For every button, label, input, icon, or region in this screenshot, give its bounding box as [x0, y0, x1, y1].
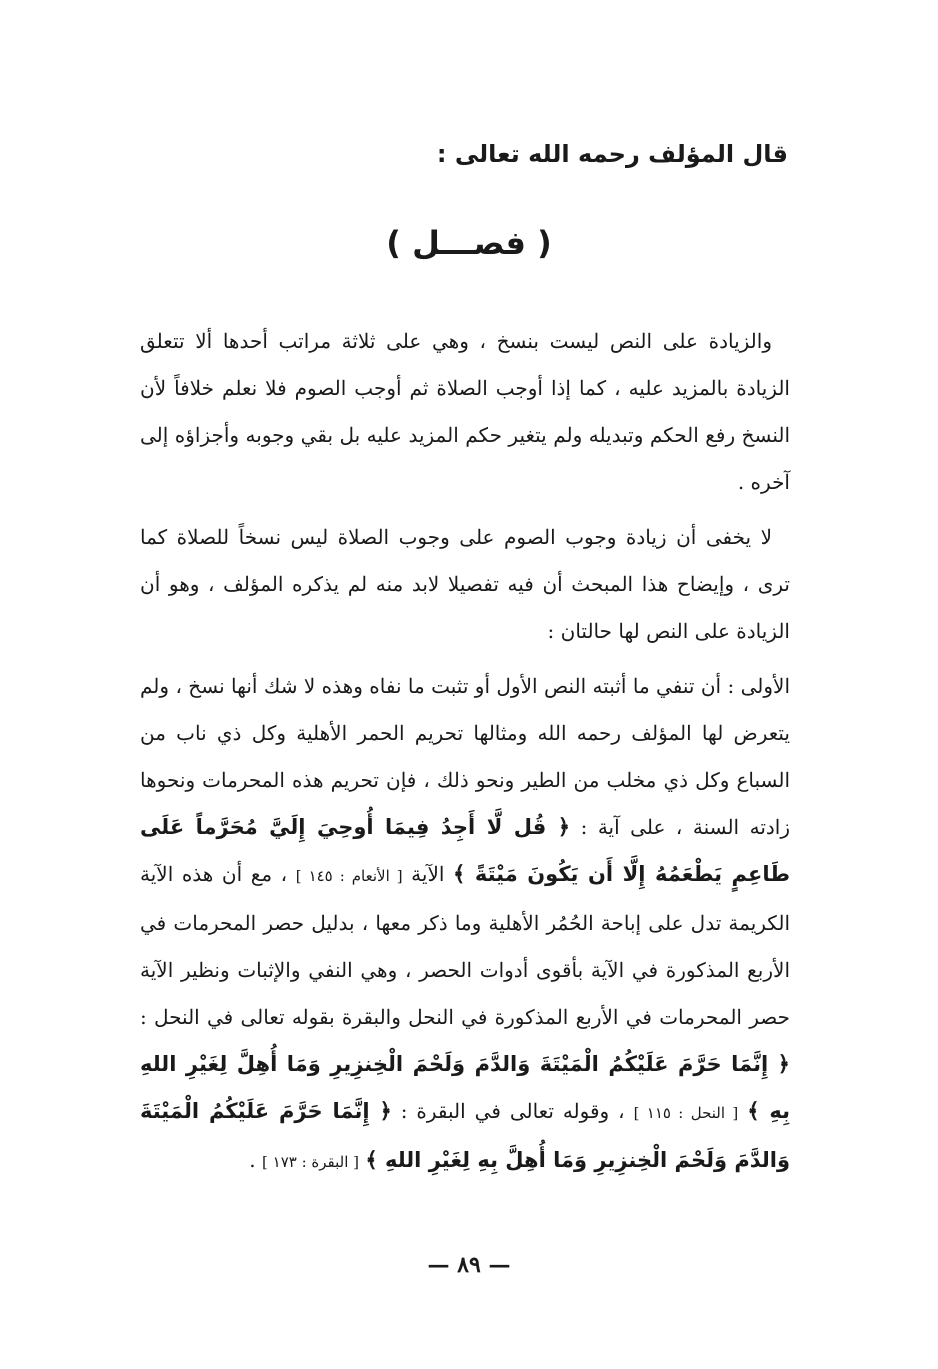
text-run: الآية: [411, 862, 445, 886]
verse-reference: [ النحل : ١١٥ ]: [633, 1104, 739, 1122]
quran-verse: ﴿ إِنَّمَا حَرَّمَ عَلَيْكُمُ الْمَيْتَةَ وَالدَّمَ وَلَحْمَ الْخِنزِيرِ وَمَا أُهِلَّ بِهِ لِغَيْرِ اللهِ ﴾: [140, 1099, 790, 1172]
paragraph-2: لا يخفى أن زيادة وجوب الصوم على وجوب الصلاة ليس نسخاً للصلاة كما ترى ، وإيضاح هذا المبحث أن فيه تفصيلا لابد منه لم يذكره المؤلف ، وهو أن الزيادة على النص لها حالتان :: [140, 525, 790, 643]
paragraph-1: والزيادة على النص ليست بنسخ ، وهي على ثلاثة مراتب أحدها ألا تتعلق الزيادة بالمزيد عليه ، كما إذا أوجب الصلاة ثم أوجب الصوم فلا نعلم خلافاً لأن النسخ رفع الحكم وتبديله ولم يتغير حكم المزيد عليه بل بقي وجوبه وأجزاؤه إلى آخره .: [140, 329, 790, 494]
verse-reference: [ البقرة : ١٧٣ ]: [262, 1153, 360, 1171]
quran-verse: ﴿ قُل لَّا أَجِدُ فِيمَا أُوحِيَ إِلَيَّ مُحَرَّماً عَلَى طَاعِمٍ يَطْعَمُهُ إِلَّا أَن يَكُونَ مَيْتَةً ﴾: [140, 815, 791, 886]
paragraph-3: [140, 663, 790, 1186]
body-text: [140, 318, 790, 1194]
text-run: .: [249, 1148, 256, 1172]
text-run: ، مع أن هذه الآية الكريمة تدل على إباحة الحُمُر الأهلية وما ذكر معها ، بدليل حصر المحرمات في الأربع المذكورة في الآية بأقوى أدوات الحصر ، وهي النفي والإثبات ونظير الآية حصر المحرمات في الأربع المذكورة في النحل والبقرة بقوله تعالى في النحل :: [140, 862, 790, 1029]
page-number: — ٨٩ —: [427, 1252, 511, 1278]
author-heading: قال المؤلف رحمه الله تعالى :: [436, 140, 788, 168]
text-run: ، وقوله تعالى في البقرة :: [400, 1099, 625, 1123]
text-run: الأولى : أن تنفي ما أثبته النص الأول أو تثبت ما نفاه وهذه لا شك أنها نسخ ، ولم يتعرض لها المؤلف رحمه الله ومثالها تحريم الحمر الأهلية وكل ذي ناب من السباع وكل ذي مخلب من الطير ونحو ذلك ، فإن تحريم هذه المحرمات ونحوها زادته السنة ، على آية :: [140, 674, 791, 839]
verse-reference: [ الأنعام : ١٤٥ ]: [295, 867, 403, 885]
chapter-title: ( فصـــل ): [386, 224, 552, 262]
quran-verse: ﴿ إِنَّمَا حَرَّمَ عَلَيْكُمُ الْمَيْتَةَ وَالدَّمَ وَلَحْمَ الْخِنزِيرِ وَمَا أُهِلَّ لِغَيْرِ اللهِ بِهِ ﴾: [140, 1052, 791, 1123]
